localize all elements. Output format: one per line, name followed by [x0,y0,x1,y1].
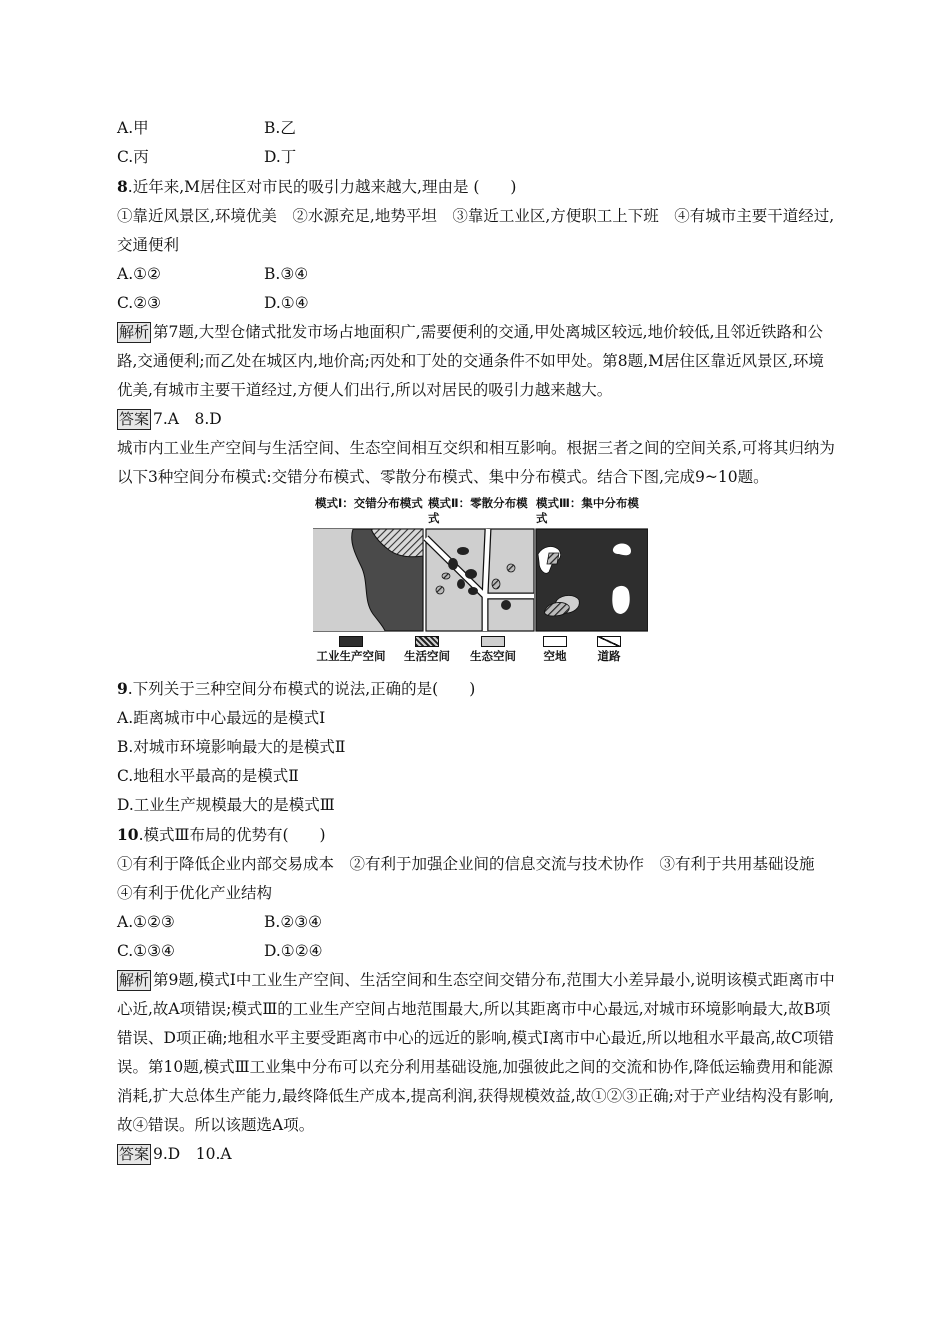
q8-options-row-2 [117,289,837,318]
q10-option-b[interactable]: B.②③④ [264,913,323,931]
q10-stem-text: .模式Ⅲ布局的优势有( ) [138,826,326,844]
pattern-2-title: 模式Ⅱ：零散分布模式 [428,496,528,525]
intro-paragraph: 城市内工业生产空间与生活空间、生态空间相互交织和相互影响。根据三者之间的空间关系,可将其归纳为以下3种空间分布模式:交错分布模式、零散分布模式、集中分布模式。结合下图,完成9~10题。 [117,439,835,486]
analysis-text: 第9题,模式Ⅰ中工业生产空间、生活空间和生态空间交错分布,范围大小差异最小,说明该模式距离市中心近,故A项错误;模式Ⅲ的工业生产空间占地范围最大,所以其距离市中心最远,对城市环境影响最大,故B项错误、D项正确;地租水平主要受距离市中心的远近的影响,模式Ⅰ离市中心最近,所以地租水平最高,故C项错误。第10题,模式Ⅲ工业集中分布可以充分利用基础设施,加强彼此之间的交流和协作,降低运输费用和能源消耗,扩大总体生产能力,最终降低生产成本,提高利润,获得规模效益,故①②③正确;对于产业结构没有影响,故④错误。所以该题选A项。 [117,971,835,1134]
analysis-text: 第7题,大型仓储式批发市场占地面积广,需要便利的交通,甲处离城区较远,地价较低,且邻近铁路和公路,交通便利;而乙处在城区内,地价高;丙处和丁处的交通条件不如甲处。第8题,M居住区靠近风景区,环境优美,有城市主要干道经过,方便人们出行,所以对居民的吸引力越来越大。 [117,323,824,399]
answer-tag: 答案 [119,1145,150,1163]
legend-swatch-road [597,636,621,647]
legend-living: 生活空间 [397,636,457,663]
q10-number: 10 [117,825,139,844]
q8-options-row-1 [117,260,837,289]
legend-swatch-ecological [481,636,505,647]
q10-options-row-1 [117,908,837,937]
q7-option-d[interactable]: D.丁 [264,148,297,166]
pattern-1-title: 模式Ⅰ：交错分布模式 [315,496,423,510]
document-page [117,114,837,1169]
q8-items: ①靠近风景区,环境优美 ②水源充足,地势平坦 ③靠近工业区,方便职工上下班 ④有城市主要干道经过,交通便利 [117,207,835,254]
q7-option-a[interactable]: A.甲 [117,119,149,137]
pattern-1-map [313,529,423,631]
pattern-maps [313,496,648,636]
q9-stem [117,674,837,704]
q9-number: 9 [117,679,128,698]
answer-text: 9.D 10.A [153,1145,232,1163]
q10-option-d[interactable]: D.①②④ [264,942,323,960]
living-patch [436,586,444,594]
answer-7-8 [117,405,837,434]
q9-stem-text: .下列关于三种空间分布模式的说法,正确的是( ) [127,680,476,698]
q10-stem [117,820,837,850]
legend-swatch-living [415,636,439,647]
q7-options-row-1 [117,114,837,143]
q7-options-row-2 [117,143,837,172]
analysis-7-8 [117,318,837,405]
q9-option-c[interactable]: C.地租水平最高的是模式Ⅱ [117,767,299,785]
pattern-2-map [426,529,534,631]
legend-swatch-industrial [339,636,363,647]
q7-option-c[interactable]: C.丙 [117,148,149,166]
answer-9-10 [117,1140,837,1169]
q9-option-b[interactable]: B.对城市环境影响最大的是模式Ⅱ [117,738,346,756]
q8-number: 8 [117,177,128,196]
q10-option-c[interactable]: C.①③④ [117,942,175,960]
q8-option-c[interactable]: C.②③ [117,294,162,312]
legend-swatch-open-land [543,636,567,647]
pattern-3-title: 模式Ⅲ：集中分布模式 [536,496,639,525]
legend-industrial: 工业生产空间 [315,636,387,663]
q8-stem [117,172,837,202]
q10-items: ①有利于降低企业内部交易成本 ②有利于加强企业间的信息交流与技术协作 ③有利于共用基础设施 ④有利于优化产业结构 [117,855,831,902]
q9-option-a[interactable]: A.距离城市中心最远的是模式Ⅰ [117,709,326,727]
q8-option-b[interactable]: B.③④ [264,265,309,283]
spatial-pattern-figure [313,496,648,674]
legend-ecological: 生态空间 [463,636,523,663]
q8-option-a[interactable]: A.①② [117,265,161,283]
q10-option-a[interactable]: A.①②③ [117,913,175,931]
figure-legend [313,636,648,672]
answer-text: 7.A 8.D [153,410,222,428]
q10-options-row-2 [117,937,837,966]
q7-option-b[interactable]: B.乙 [264,119,296,137]
q8-stem-text: .近年来,M居住区对市民的吸引力越来越大,理由是 ( ) [127,178,517,196]
legend-road: 道路 [589,636,629,663]
q9-option-d[interactable]: D.工业生产规模最大的是模式Ⅲ [117,796,335,814]
pattern-3-map [536,529,648,631]
legend-open-land: 空地 [535,636,575,663]
q8-option-d[interactable]: D.①④ [264,294,309,312]
analysis-tag: 解析 [119,323,150,341]
analysis-9-10 [117,966,837,1140]
analysis-tag: 解析 [119,971,150,989]
answer-tag: 答案 [119,410,150,428]
industrial-patch [457,547,469,555]
